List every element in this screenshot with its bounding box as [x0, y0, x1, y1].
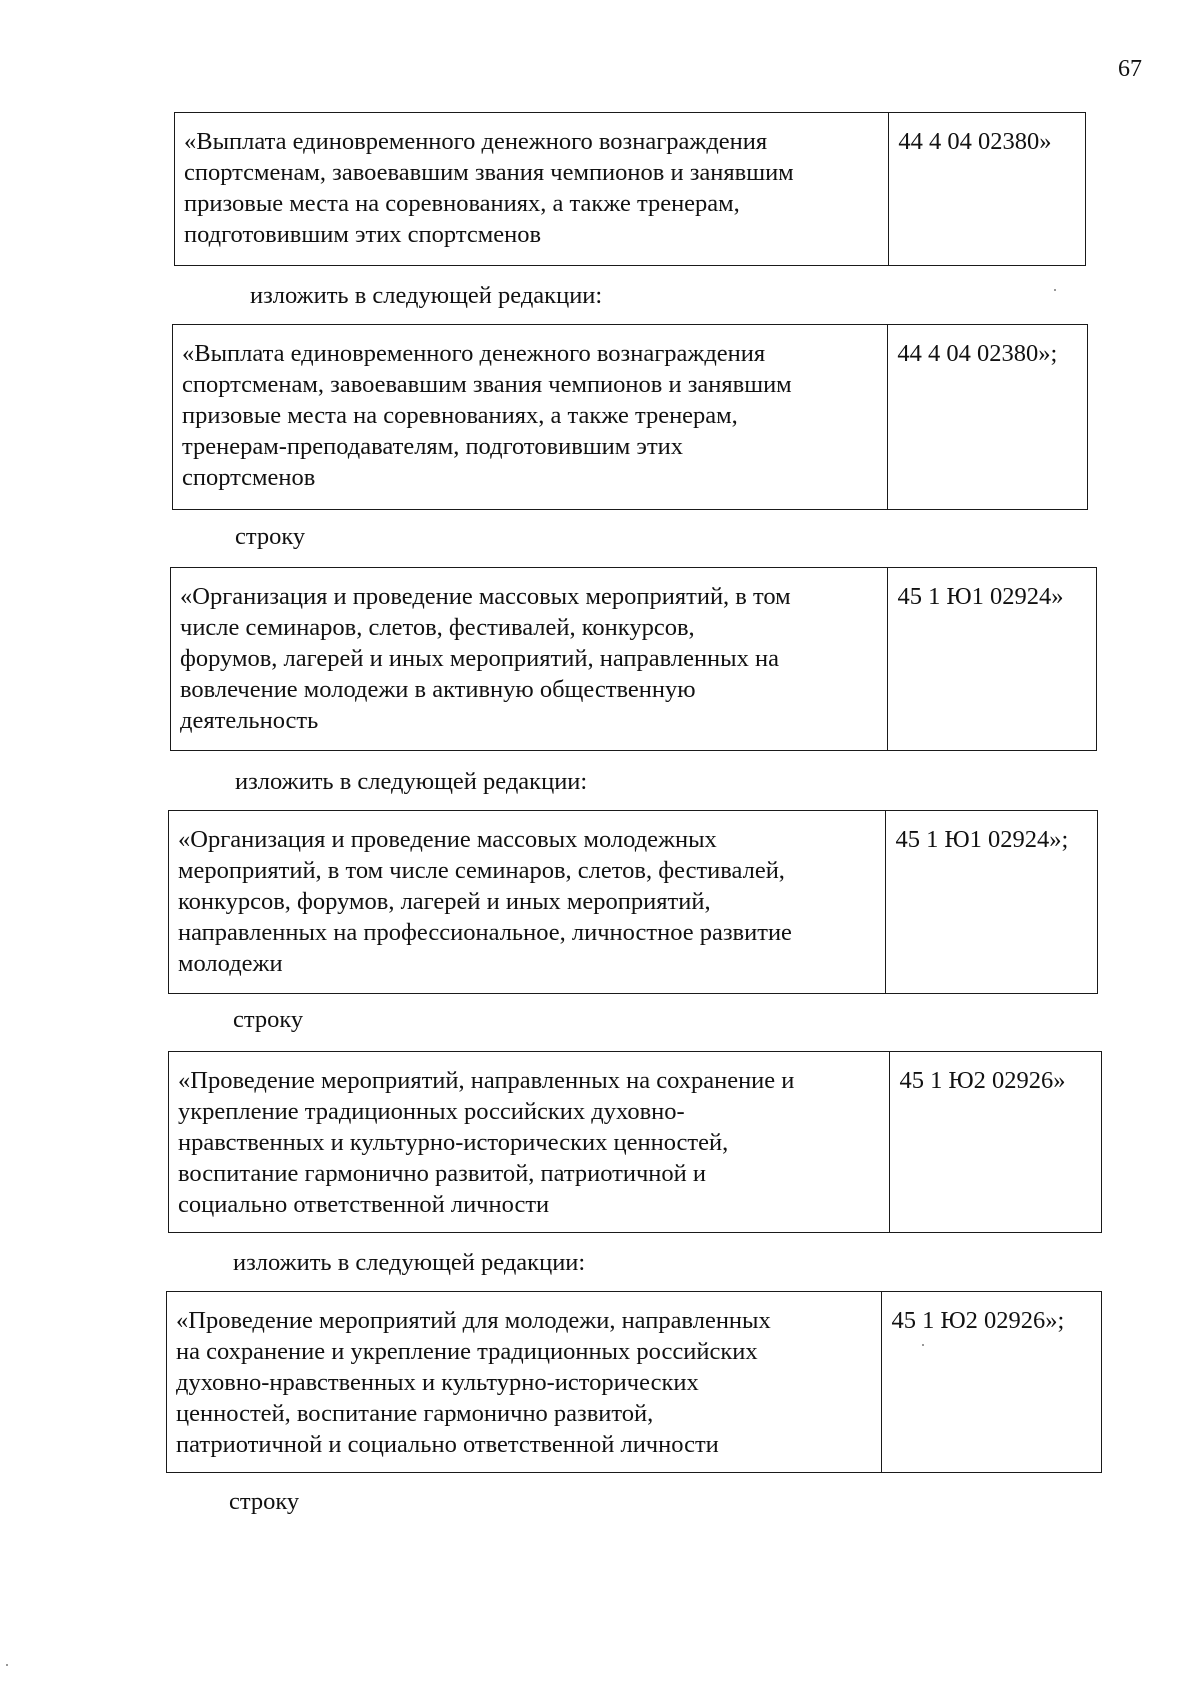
- budget-line-code: 45 1 Ю2 02926»;: [891, 1307, 1065, 1334]
- budget-line-table: [166, 1291, 1102, 1473]
- scan-speck: [922, 1344, 924, 1346]
- instruction-text: строку: [233, 1006, 304, 1033]
- budget-line-code: 44 4 04 02380»;: [897, 340, 1058, 367]
- budget-line-description: «Выплата единовременного денежного вознаграждения спортсменам, завоевавшим звания чемпионов и занявшим призовые места на соревнованиях, а также тренерам, тренерам-преподавателям, подготовившим этих спортсменов: [173, 325, 888, 509]
- budget-line-code: 45 1 Ю2 02926»: [899, 1067, 1066, 1094]
- budget-line-table: [168, 1051, 1102, 1233]
- budget-line-table: [168, 810, 1098, 994]
- budget-line-table: [172, 324, 1088, 510]
- budget-line-code: 45 1 Ю1 02924»: [897, 583, 1064, 610]
- instruction-text: строку: [229, 1488, 300, 1515]
- budget-line-description: «Выплата единовременного денежного вознаграждения спортсменам, завоевавшим звания чемпионов и занявшим призовые места на соревнованиях, а также тренерам, подготовившим этих спортсменов: [175, 113, 889, 265]
- budget-line-table: [170, 567, 1097, 751]
- budget-line-description: «Организация и проведение массовых мероприятий, в том числе семинаров, слетов, фестивалей, конкурсов, форумов, лагерей и иных мероприятий, направленных на вовлечение молодежи в активную общественную деятельность: [171, 568, 888, 750]
- budget-line-code: 45 1 Ю1 02924»;: [895, 826, 1069, 853]
- page-number: 67: [1118, 56, 1142, 82]
- scan-speck: [1054, 289, 1056, 291]
- instruction-text: изложить в следующей редакции:: [250, 282, 603, 309]
- scan-speck: [6, 1664, 8, 1666]
- budget-line-description: «Организация и проведение массовых молодежных мероприятий, в том числе семинаров, слетов, фестивалей, конкурсов, форумов, лагерей и иных мероприятий, направленных на профессиональное, личностное развитие молодежи: [169, 811, 886, 993]
- budget-line-description: «Проведение мероприятий, направленных на сохранение и укрепление традиционных российских духовно- нравственных и культурно-исторических ценностей, воспитание гармонично развитой, патриотичной и социально ответственной личности: [169, 1052, 890, 1232]
- instruction-text: изложить в следующей редакции:: [235, 768, 588, 795]
- instruction-text: изложить в следующей редакции:: [233, 1249, 586, 1276]
- budget-line-table: [174, 112, 1086, 266]
- instruction-text: строку: [235, 523, 306, 550]
- budget-line-code: 44 4 04 02380»: [898, 128, 1052, 155]
- budget-line-description: «Проведение мероприятий для молодежи, направленных на сохранение и укрепление традиционных российских духовно-нравственных и культурно-исторических ценностей, воспитание гармонично развитой, патриотичной и социально ответственной личности: [167, 1292, 882, 1472]
